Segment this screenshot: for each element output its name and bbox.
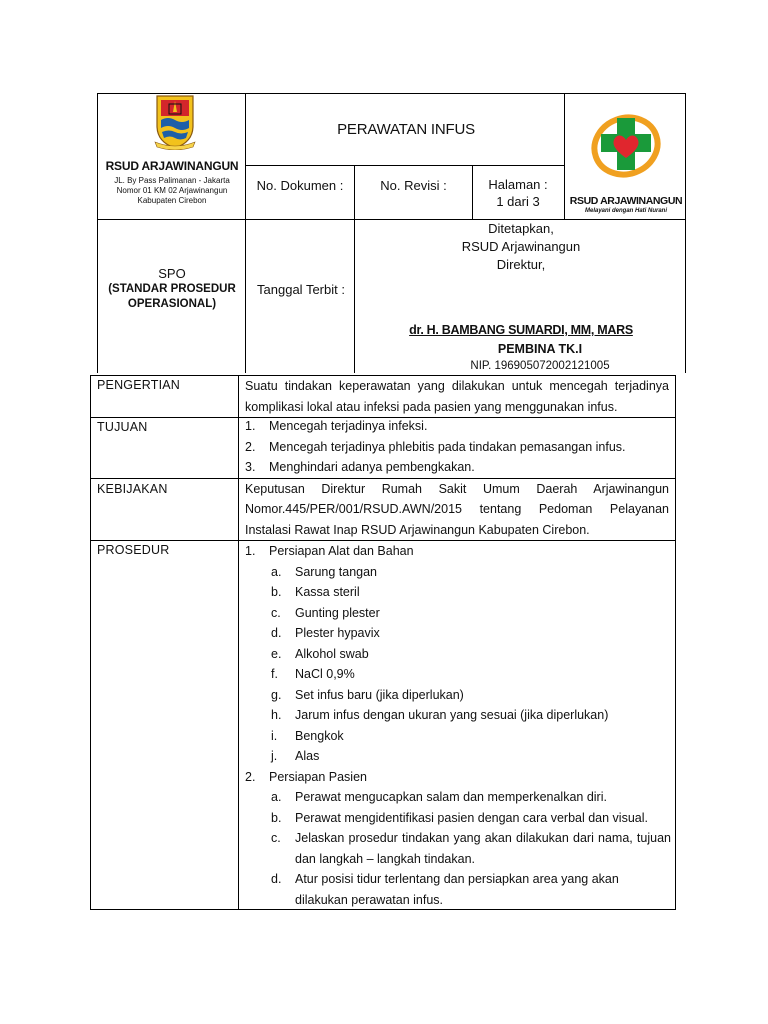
ditetapkan-org: RSUD Arjawinangun xyxy=(461,239,581,254)
hospital-name: RSUD ARJAWINANGUN xyxy=(105,159,239,173)
list-item: h. Jarum infus dengan ukuran yang sesuai (jika diperlukan) xyxy=(271,708,609,722)
list-item: a. Perawat mengucapkan salam dan memperkenalkan diri. xyxy=(271,790,607,804)
director-nip: NIP. 196905072002121005 xyxy=(470,360,610,372)
ditetapkan-role: Direktur, xyxy=(496,257,546,272)
tujuan-list xyxy=(241,416,671,478)
list-item: d. Plester hypavix xyxy=(271,626,380,640)
address-line-1: JL. By Pass Palimanan - Jakarta xyxy=(114,176,230,185)
list-item: 2. Mencegah terjadinya phlebitis pada tindakan pemasangan infus. xyxy=(245,439,626,454)
right-logo-name: RSUD ARJAWINANGUN xyxy=(569,195,683,207)
prosedur-list xyxy=(241,541,671,910)
pengertian-line-2: komplikasi lokal atau infeksi pada pasien yang menggunakan infus. xyxy=(245,400,618,414)
list-item: g. Set infus baru (jika diperlukan) xyxy=(271,687,464,702)
hospital-cross-logo xyxy=(587,110,665,182)
halaman-value: 1 dari 3 xyxy=(496,194,540,209)
list-item: a. Sarung tangan xyxy=(271,564,378,579)
director-name: dr. H. BAMBANG SUMARDI, MM, MARS xyxy=(409,323,633,337)
prosedur-label: PROSEDUR xyxy=(97,543,170,557)
spo-title: SPO xyxy=(158,266,186,281)
kebijakan-line-3: Instalasi Rawat Inap RSUD Arjawinangun Kabupaten Cirebon. xyxy=(245,523,590,537)
prosedur-step-1: 1. Persiapan Alat dan Bahan xyxy=(245,544,414,558)
kebijakan-line-1: Keputusan Direktur Rumah Sakit Umum Daerah Arjawinangun xyxy=(245,482,669,496)
no-revisi-label: No. Revisi : xyxy=(380,178,447,193)
spo-subtitle-2: OPERASIONAL) xyxy=(127,298,217,310)
pengertian-label: PENGERTIAN xyxy=(97,378,181,392)
address-line-2: Nomor 01 KM 02 Arjawinangun xyxy=(116,186,228,195)
list-item: c. Jelaskan prosedur tindakan yang akan dilakukan dari nama, tujuan dan langkah – langkah tindakan. xyxy=(271,831,671,866)
list-item: b. Perawat mengidentifikasi pasien dengan cara verbal dan visual. xyxy=(271,810,648,825)
kebijakan-line-2: Nomor.445/PER/001/RSUD.AWN/2015 tentang Pedoman Pelayanan xyxy=(245,502,669,516)
pengertian-line-1: Suatu tindakan keperawatan yang dilakukan untuk mencegah terjadinya xyxy=(245,379,669,393)
tanggal-terbit-label: Tanggal Terbit : xyxy=(257,282,345,297)
kebijakan-label: KEBIJAKAN xyxy=(97,482,168,496)
list-item: d. Atur posisi tidur terlentang dan persiapkan area yang akan dilakukan perawatan infus. xyxy=(271,872,619,907)
list-item: 1. Mencegah terjadinya infeksi. xyxy=(245,419,428,433)
right-logo-tagline: Melayani dengan Hati Nurani xyxy=(584,208,668,214)
tujuan-label: TUJUAN xyxy=(97,420,148,434)
list-item: c. Gunting plester xyxy=(271,605,380,620)
document-title: PERAWATAN INFUS xyxy=(337,121,475,138)
no-dokumen-label: No. Dokumen : xyxy=(256,178,344,193)
crest-logo xyxy=(151,92,199,150)
prosedur-step-2: 2. Persiapan Pasien xyxy=(245,769,367,784)
list-item: i. Bengkok xyxy=(271,728,344,743)
list-item: 3. Menghindari adanya pembengkakan. xyxy=(245,460,475,474)
list-item: e. Alkohol swab xyxy=(271,646,369,661)
address-line-3: Kabupaten Cirebon xyxy=(137,196,207,205)
spo-subtitle-1: (STANDAR PROSEDUR xyxy=(108,283,236,295)
halaman-label: Halaman : xyxy=(488,177,548,192)
director-rank: PEMBINA TK.I xyxy=(497,342,583,356)
list-item: b. Kassa steril xyxy=(271,585,360,599)
list-item: f. NaCl 0,9% xyxy=(271,667,355,681)
ditetapkan-label: Ditetapkan, xyxy=(488,221,554,236)
list-item: j. Alas xyxy=(271,749,320,763)
